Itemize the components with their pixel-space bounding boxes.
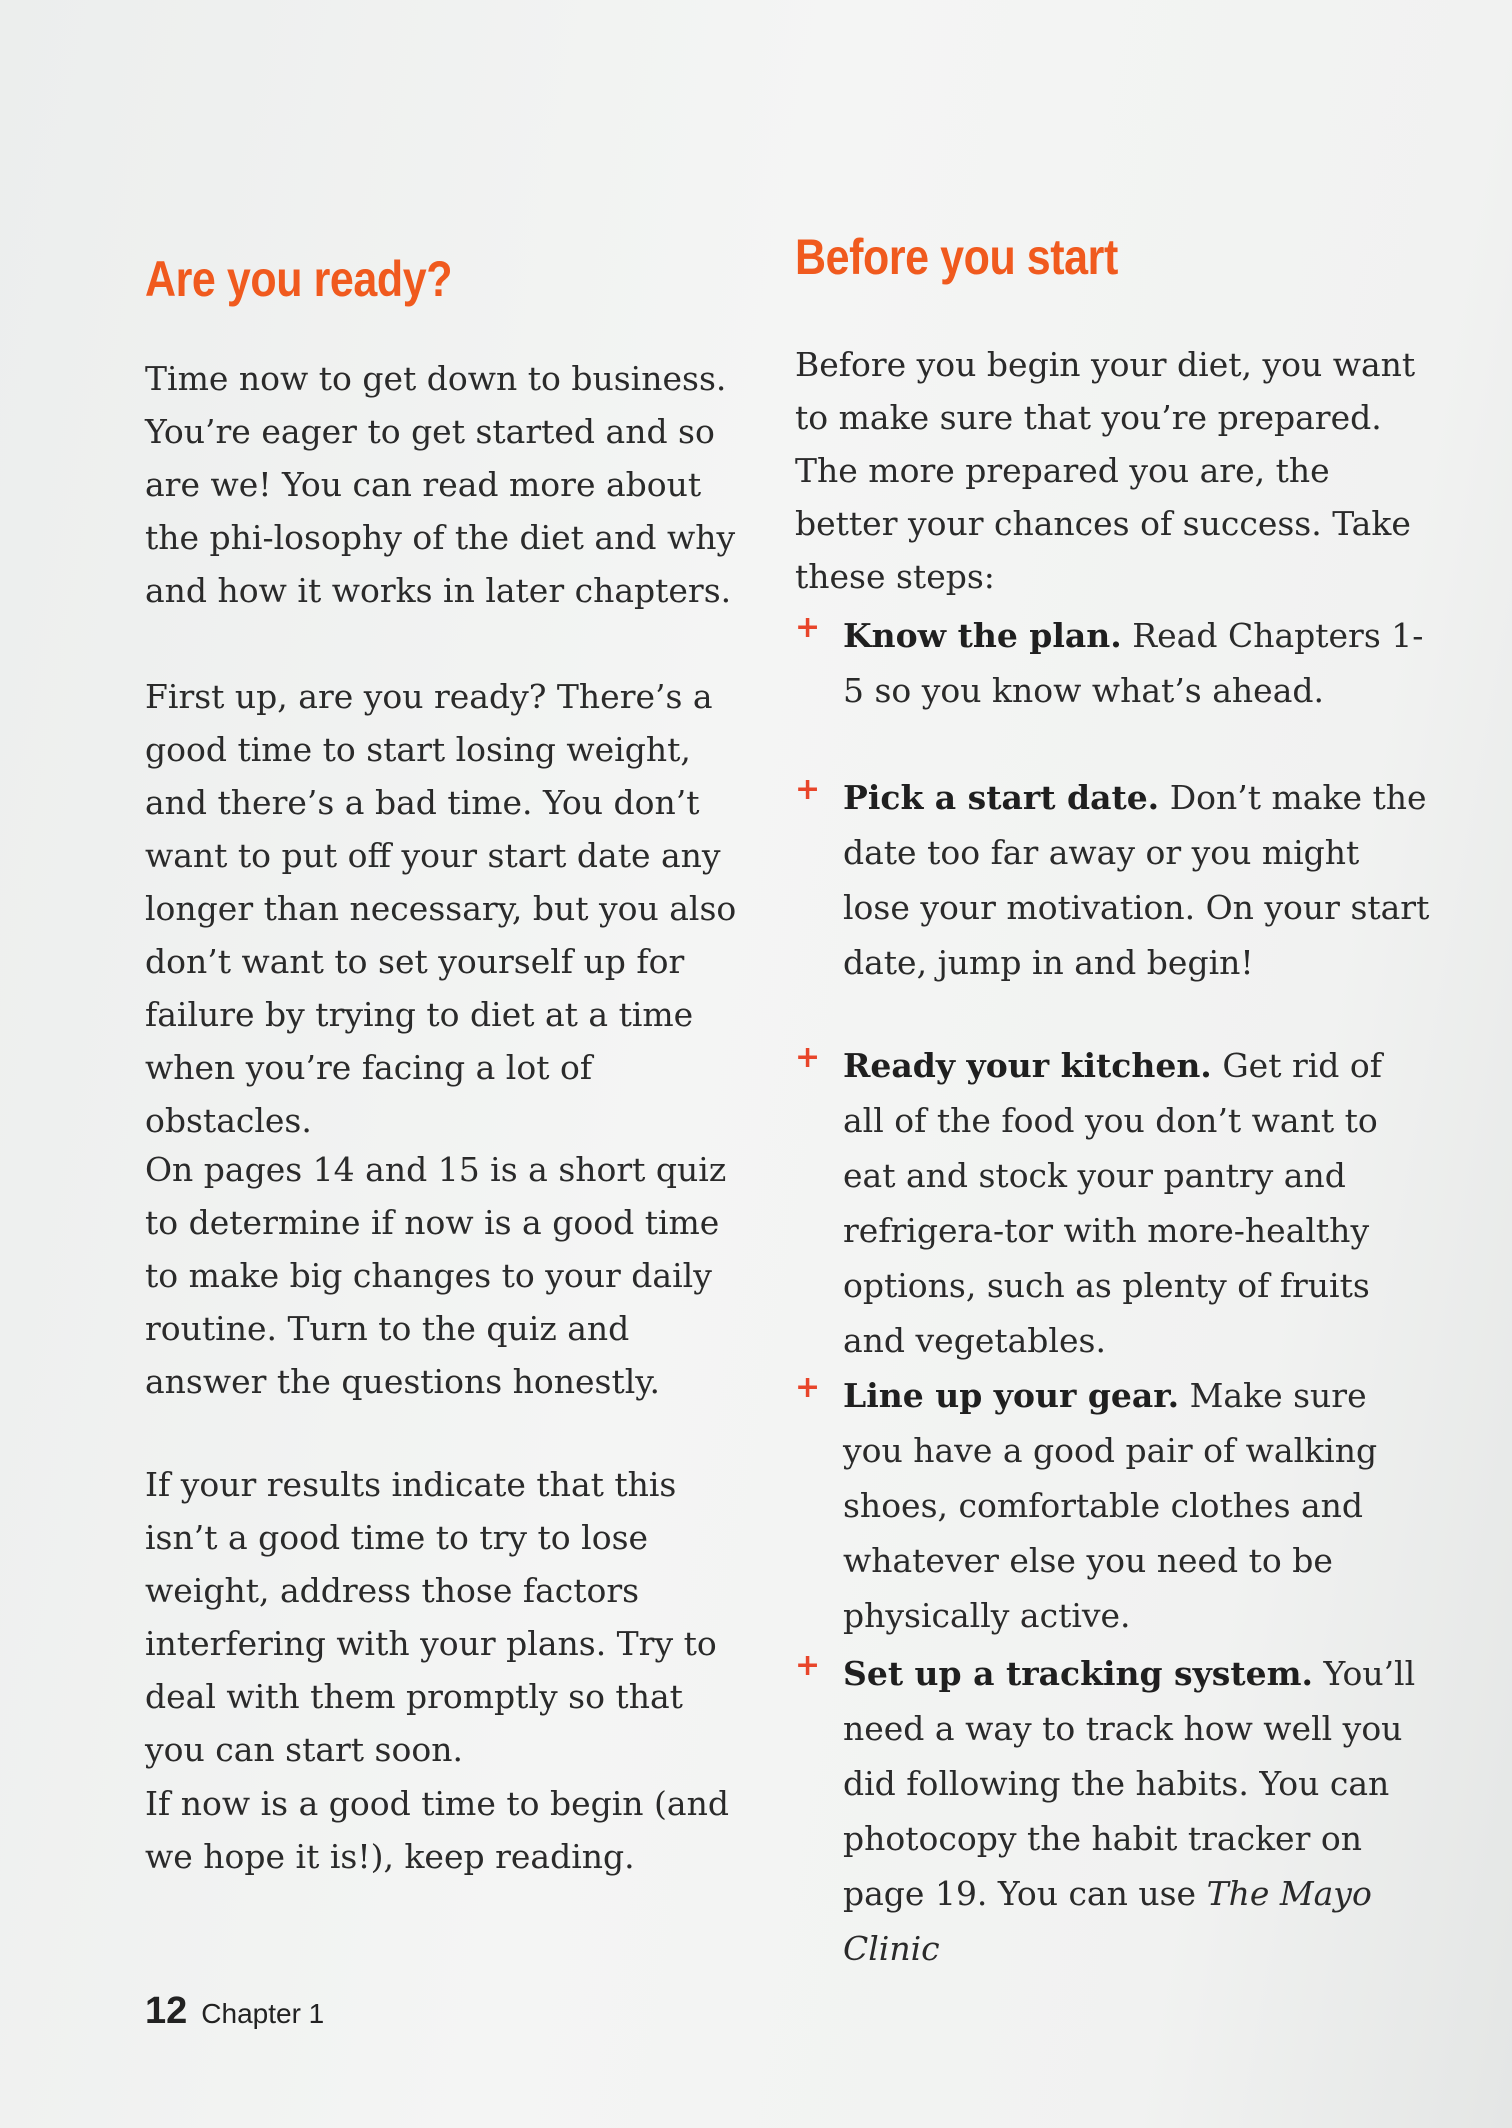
step-text: Don’t make the date too far away or you might lose your motivation. On your start date, jump in and begin! (843, 778, 1430, 982)
step-text: Get rid of all of the food you don’t want to eat and stock your pantry and refrigera-tor with more-healthy options, such as plenty of fruits and vegetables. (843, 1046, 1382, 1360)
chapter-label: Chapter 1 (201, 1998, 325, 2029)
left-paragraph-5: If now is a good time to begin (and we hope it is!), keep reading. (145, 1784, 729, 1876)
page-number: 12 (145, 1990, 188, 2032)
right-intro: Before you begin your diet, you want to make sure that you’re prepared. The more prepared you are, the better your chances of success. Take these steps: (795, 345, 1416, 596)
plus-bullet-icon: + (795, 1040, 821, 1075)
left-paragraph-3: On pages 14 and 15 is a short quiz to determine if now is a good time to make big changes to your daily routine. Turn to the quiz and answer the questions honestly. (145, 1150, 727, 1401)
plus-bullet-icon: + (795, 610, 821, 645)
page-footer (145, 1990, 324, 2033)
plus-bullet-icon: + (795, 1648, 821, 1683)
left-paragraph-4: If your results indicate that this isn’t a good time to try to lose weight, address those factors interfering with your plans. Try to deal with them promptly so that you can start soon. (145, 1465, 717, 1769)
step-italic-title: The Mayo Clinic (843, 1874, 1372, 1968)
left-heading: Are you ready? (145, 251, 453, 307)
step-lead: Pick a start date. (843, 778, 1160, 817)
right-heading: Before you start (795, 229, 1118, 285)
step-text: Make sure you have a good pair of walking shoes, comfortable clothes and whatever else you need to be physically active. (843, 1376, 1378, 1635)
plus-bullet-icon: + (795, 772, 821, 807)
step-lead: Set up a tracking system. (843, 1654, 1314, 1693)
left-paragraph-1: Time now to get down to business. You’re eager to get started and so are we! You can read more about the phi-losophy of the diet and why and how it works in later chapters. (145, 359, 736, 610)
step-lead: Ready your kitchen. (843, 1046, 1212, 1085)
step-text: You’ll need a way to track how well you did following the habits. You can photocopy the habit tracker on page 19. You can use (843, 1654, 1416, 1913)
step-text: Read Chapters 1-5 so you know what’s ahead. (843, 616, 1424, 710)
step-lead: Line up your gear. (843, 1376, 1180, 1415)
plus-bullet-icon: + (795, 1370, 821, 1405)
step-lead: Know the plan. (843, 616, 1122, 655)
left-paragraph-2: First up, are you ready? There’s a good time to start losing weight, and there’s a bad time. You don’t want to put off your start date any longer than necessary, but you also don’t want to set yourself up for failure by trying to diet at a time when you’re facing a lot of obstacles. (145, 677, 737, 1140)
